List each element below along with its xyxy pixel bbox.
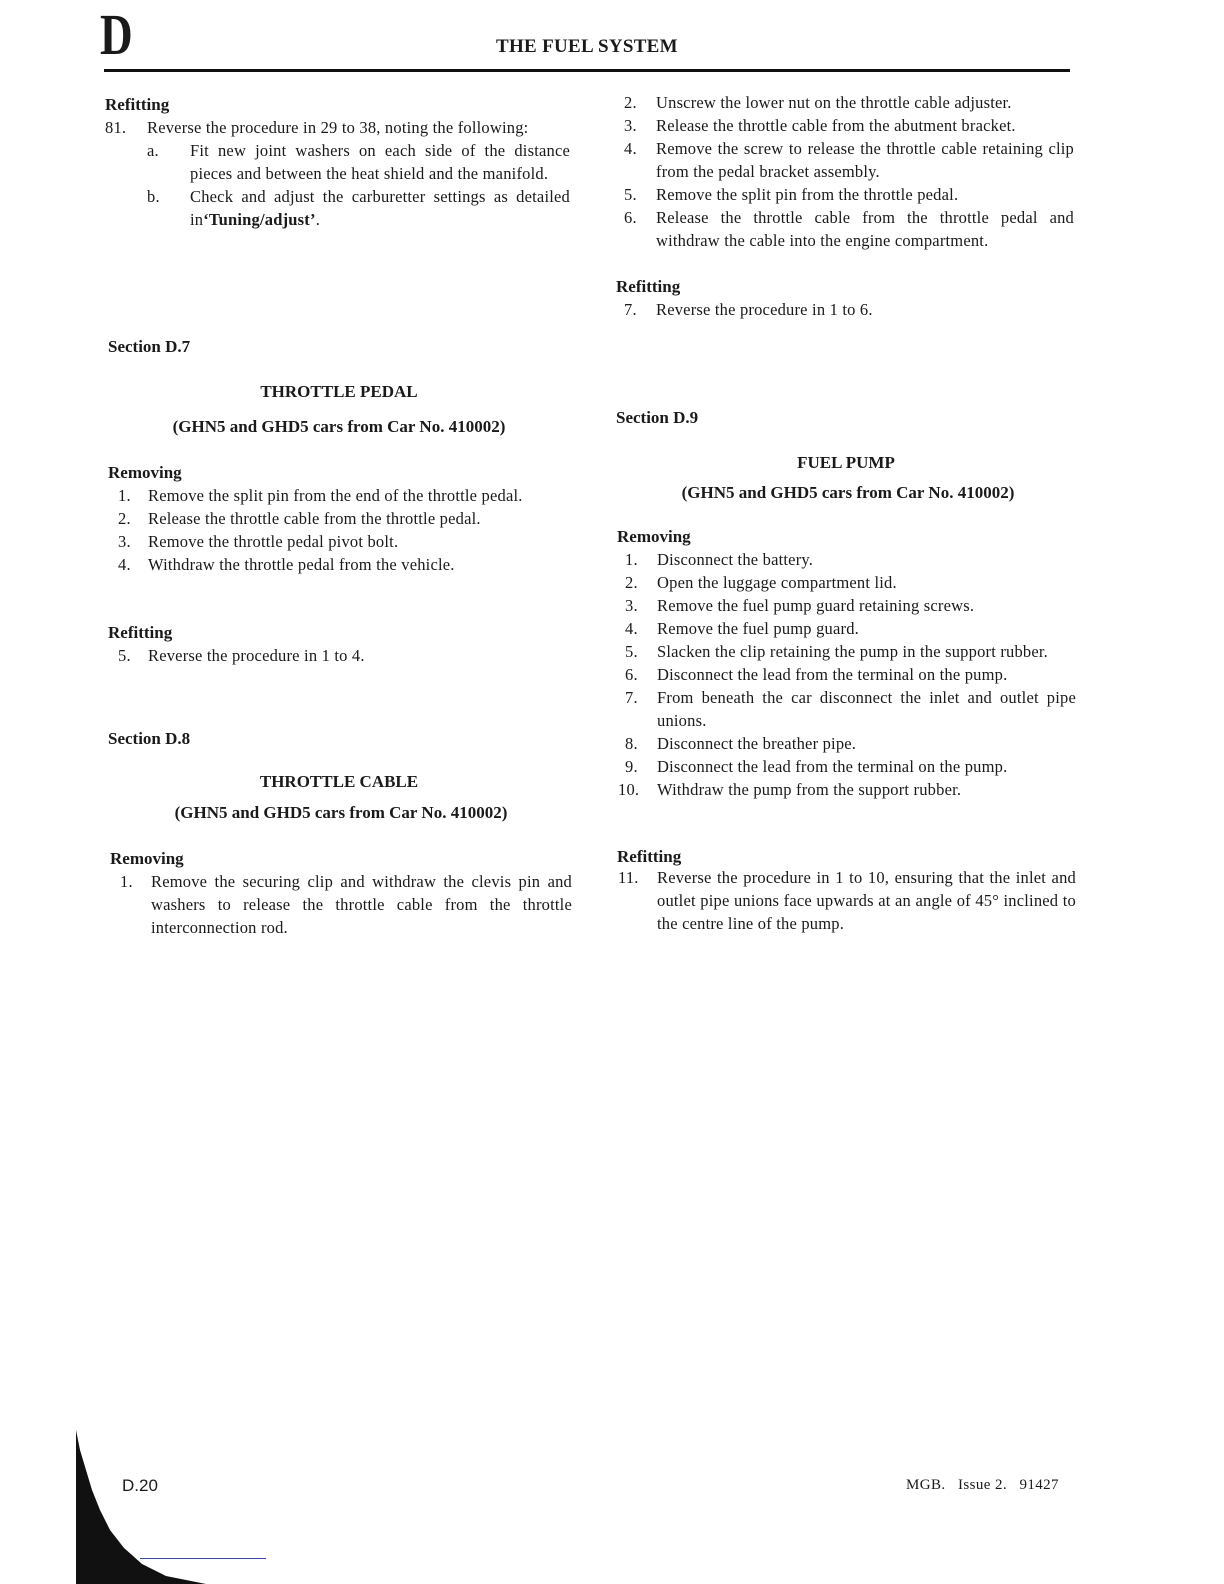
step-number: 7. xyxy=(625,688,638,707)
list-item xyxy=(616,137,1074,183)
step-text: Remove the screw to release the throttle cable retaining clip from the pedal bracket assembly. xyxy=(656,139,1074,181)
step-text: Remove the split pin from the end of the throttle pedal. xyxy=(148,486,523,505)
tuning-adjust-reference: ‘Tuning/adjust’ xyxy=(203,210,316,229)
step-text: Release the throttle cable from the throttle pedal and withdraw the cable into the engine compartment. xyxy=(656,208,1074,250)
list-item xyxy=(617,686,1076,732)
list-item xyxy=(616,91,1074,114)
step-text: Release the throttle cable from the throttle pedal. xyxy=(148,509,481,528)
section-subtitle-d7: (GHN5 and GHD5 cars from Car No. 410002) xyxy=(172,417,506,436)
removing-heading-d9: Removing xyxy=(617,527,691,546)
list-item xyxy=(617,548,1076,571)
list-item xyxy=(616,114,1074,137)
step-text: Open the luggage compartment lid. xyxy=(657,573,897,592)
sub-item-b xyxy=(147,185,570,231)
section-label-d9: Section D.9 xyxy=(616,408,699,427)
step-number: 81. xyxy=(105,118,127,137)
step-text: Withdraw the pump from the support rubber. xyxy=(657,780,962,799)
list-item xyxy=(617,617,1076,640)
removing-steps-d7 xyxy=(108,484,571,576)
step-number: 4. xyxy=(118,555,131,574)
header-divider xyxy=(104,69,1070,72)
list-item xyxy=(108,530,571,553)
sub-item-letter: b. xyxy=(147,187,160,206)
scan-shadow-corner xyxy=(76,1430,206,1584)
step-text: Unscrew the lower nut on the throttle cable adjuster. xyxy=(656,93,1012,112)
removing-steps-d9 xyxy=(617,548,1076,801)
step-number: 7. xyxy=(624,300,637,319)
list-item xyxy=(617,866,1076,935)
refitting-heading-d9: Refitting xyxy=(617,847,682,866)
section-subtitle-d9: (GHN5 and GHD5 cars from Car No. 410002) xyxy=(681,483,1015,502)
refitting-heading-81: Refitting xyxy=(105,95,170,114)
step-text: Slacken the clip retaining the pump in the support rubber. xyxy=(657,642,1049,661)
step-text: From beneath the car disconnect the inlet and outlet pipe unions. xyxy=(657,688,1076,730)
list-item xyxy=(617,732,1076,755)
step-number: 1. xyxy=(120,872,133,891)
section-label-d7: Section D.7 xyxy=(108,337,191,356)
step-number: 9. xyxy=(625,757,638,776)
step-number: 5. xyxy=(625,642,638,661)
step-number: 1. xyxy=(625,550,638,569)
step-text: Disconnect the lead from the terminal on the pump. xyxy=(657,757,1008,776)
step-number: 6. xyxy=(625,665,638,684)
sub-item-text-suffix: . xyxy=(315,210,321,229)
step-text: Remove the split pin from the throttle pedal. xyxy=(656,185,959,204)
step-number: 2. xyxy=(118,509,131,528)
list-item xyxy=(617,594,1076,617)
list-item xyxy=(616,298,1074,321)
page-title: THE FUEL SYSTEM xyxy=(496,36,678,57)
step-number: 3. xyxy=(625,596,638,615)
list-item xyxy=(108,553,571,576)
step-number: 8. xyxy=(625,734,638,753)
step-text: Release the throttle cable from the abutment bracket. xyxy=(656,116,1016,135)
refitting-81-block xyxy=(105,116,570,231)
issue-info: MGB. Issue 2. 91427 xyxy=(906,1477,1059,1493)
step-text: Remove the fuel pump guard retaining screws. xyxy=(657,596,975,615)
list-item xyxy=(616,206,1074,252)
removing-heading-d8: Removing xyxy=(110,849,184,868)
list-item xyxy=(110,870,572,939)
list-item xyxy=(105,116,570,139)
section-title-throttle-cable: THROTTLE CABLE xyxy=(259,772,419,791)
step-text: Disconnect the breather pipe. xyxy=(657,734,857,753)
list-item xyxy=(617,778,1076,801)
throttle-cable-steps-continued xyxy=(616,91,1074,252)
step-number: 10. xyxy=(618,780,640,799)
list-item xyxy=(108,484,571,507)
step-number: 1. xyxy=(118,486,131,505)
step-number: 3. xyxy=(118,532,131,551)
sub-item-a xyxy=(147,139,570,185)
refitting-steps-d7 xyxy=(108,644,571,667)
step-number: 3. xyxy=(624,116,637,135)
list-item xyxy=(108,644,571,667)
step-number: 4. xyxy=(625,619,638,638)
refitting-steps-d8 xyxy=(616,298,1074,321)
step-number: 5. xyxy=(118,646,131,665)
list-item xyxy=(617,640,1076,663)
step-text: Remove the throttle pedal pivot bolt. xyxy=(148,532,399,551)
refitting-heading-d8: Refitting xyxy=(616,277,681,296)
sub-item-text: Fit new joint washers on each side of the distance pieces and between the heat shield and the manifold. xyxy=(190,141,570,183)
section-title-fuel-pump: FUEL PUMP xyxy=(797,453,895,472)
refitting-heading-d7: Refitting xyxy=(108,623,173,642)
sub-item-text xyxy=(190,185,570,231)
list-item xyxy=(617,663,1076,686)
refitting-steps-d9 xyxy=(617,866,1076,935)
step-text: Disconnect the battery. xyxy=(657,550,814,569)
step-number: 2. xyxy=(625,573,638,592)
list-item xyxy=(108,507,571,530)
removing-steps-d8 xyxy=(110,870,572,939)
step-text: Remove the securing clip and withdraw the clevis pin and washers to release the throttle cable from the throttle interconnection rod. xyxy=(151,872,572,937)
section-subtitle-d8: (GHN5 and GHD5 cars from Car No. 410002) xyxy=(174,803,508,822)
step-text: Reverse the procedure in 1 to 4. xyxy=(148,646,365,665)
step-number: 6. xyxy=(624,208,637,227)
section-title-throttle-pedal: THROTTLE PEDAL xyxy=(260,382,418,401)
step-text: Reverse the procedure in 1 to 6. xyxy=(656,300,873,319)
list-item xyxy=(616,183,1074,206)
step-number: 11. xyxy=(618,868,639,887)
step-number: 2. xyxy=(624,93,637,112)
step-text: Withdraw the throttle pedal from the vehicle. xyxy=(148,555,455,574)
sub-item-letter: a. xyxy=(147,141,159,160)
step-number: 5. xyxy=(624,185,637,204)
step-text: Reverse the procedure in 29 to 38, noting the following: xyxy=(147,118,529,137)
step-text: Reverse the procedure in 1 to 10, ensuring that the inlet and outlet pipe unions face upwards at an angle of 45° inclined to the centre line of the pump. xyxy=(657,868,1076,933)
removing-heading-d7: Removing xyxy=(108,463,182,482)
sub-item-text-prefix: Check and adjust the carburetter settings as detailed in xyxy=(190,187,570,229)
page-number: D.20 xyxy=(122,1476,158,1495)
list-item xyxy=(617,755,1076,778)
scan-edge-line xyxy=(140,1558,266,1559)
list-item xyxy=(617,571,1076,594)
step-text: Disconnect the lead from the terminal on the pump. xyxy=(657,665,1008,684)
step-text: Remove the fuel pump guard. xyxy=(657,619,859,638)
step-number: 4. xyxy=(624,139,637,158)
section-label-d8: Section D.8 xyxy=(108,729,191,748)
section-letter: D xyxy=(100,2,133,67)
